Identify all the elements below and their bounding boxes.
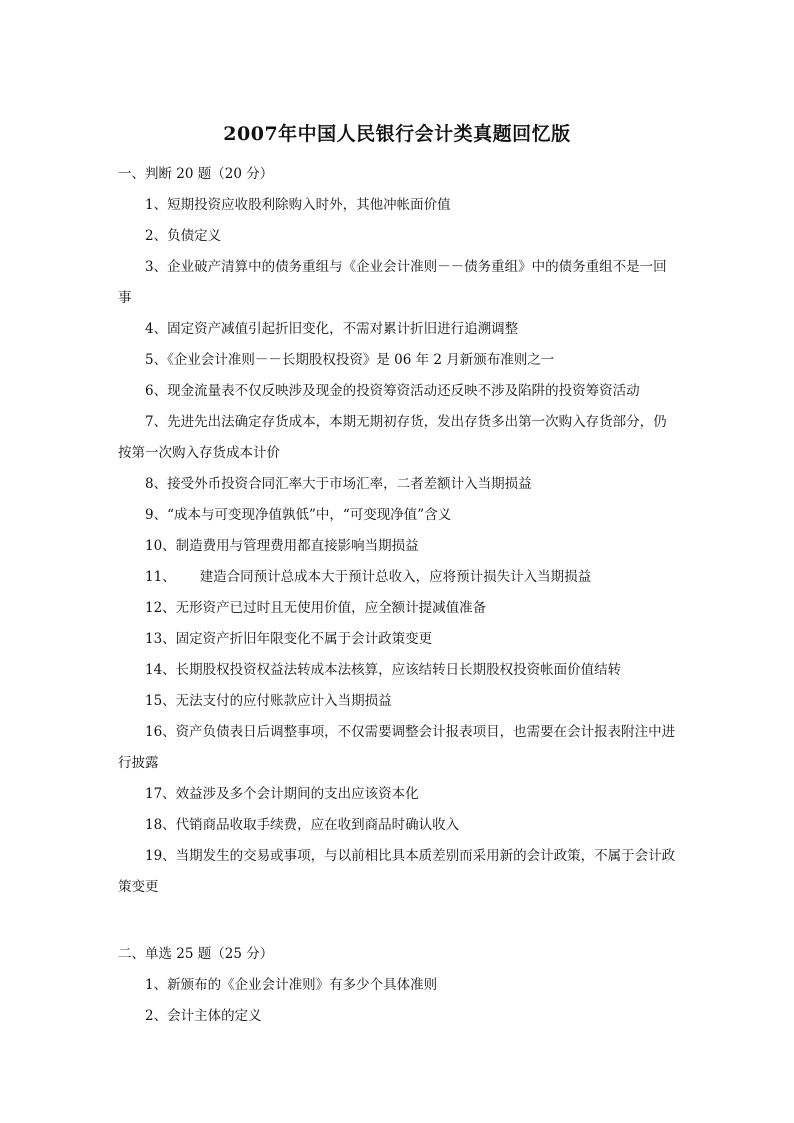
list-item: 3、企业破产清算中的债务重组与《企业会计准则－－债务重组》中的债务重组不是一回事 bbox=[118, 259, 667, 306]
list-item: 2、负债定义 bbox=[145, 228, 222, 244]
list-item: 18、代销商品收取手续费，应在收到商品时确认收入 bbox=[145, 817, 460, 833]
list-item: 8、接受外币投资合同汇率大于市场汇率，二者差额计入当期损益 bbox=[145, 476, 532, 492]
list-item: 1、新颁布的《企业会计准则》有多少个具体准则 bbox=[145, 977, 438, 993]
list-item: 15、无法支付的应付账款应计入当期损益 bbox=[145, 693, 392, 709]
list-item: 17、效益涉及多个会计期间的支出应该资本化 bbox=[145, 786, 419, 802]
judgment-question-list bbox=[118, 190, 678, 903]
list-item: 5、《企业会计准则－－长期股权投资》是 06 年 2 月新颁布准则之一 bbox=[145, 352, 555, 368]
section-heading-judgment: 一、判断 20 题（20 分） bbox=[118, 166, 274, 182]
list-item: 19、当期发生的交易或事项，与以前相比具本质差别而采用新的会计政策，不属于会计政策变更 bbox=[118, 848, 676, 895]
single-choice-question-list bbox=[118, 970, 678, 1032]
list-item bbox=[118, 562, 678, 593]
list-item: 13、固定资产折旧年限变化不属于会计政策变更 bbox=[145, 631, 433, 647]
list-item: 9、“成本与可变现净值孰低”中，“可变现净值”含义 bbox=[145, 507, 452, 523]
item-text: 建造合同预计总成本大于预计总收入，应将预计损失计入当期损益 bbox=[199, 569, 592, 585]
list-item: 14、长期股权投资权益法转成本法核算，应该结转日长期股权投资帐面价值结转 bbox=[145, 662, 622, 678]
page-title: 2007年中国人民银行会计类真题回忆版 bbox=[223, 123, 571, 145]
list-item: 12、无形资产已过时且无使用价值，应全额计提减值准备 bbox=[145, 600, 487, 616]
list-item: 10、制造费用与管理费用都直接影响当期损益 bbox=[145, 538, 419, 554]
item-number: 11、 bbox=[145, 569, 176, 585]
list-item: 2、会计主体的定义 bbox=[145, 1008, 262, 1024]
list-item: 6、现金流量表不仅反映涉及现金的投资筹资活动还反映不涉及陷阱的投资筹资活动 bbox=[145, 383, 640, 399]
list-item: 7、先进先出法确定存货成本，本期无期初存货，发出存货多出第一次购入存货部分，仍按第一次购入存货成本计价 bbox=[118, 414, 667, 461]
list-item: 1、短期投资应收股利除购入时外，其他冲帐面价值 bbox=[145, 197, 451, 213]
list-item: 4、固定资产减值引起折旧变化，不需对累计折旧进行追溯调整 bbox=[145, 321, 519, 337]
list-item: 16、资产负债表日后调整事项，不仅需要调整会计报表项目，也需要在会计报表附注中进行披露 bbox=[118, 724, 676, 771]
section-heading-single-choice: 二、单选 25 题（25 分） bbox=[118, 946, 274, 962]
